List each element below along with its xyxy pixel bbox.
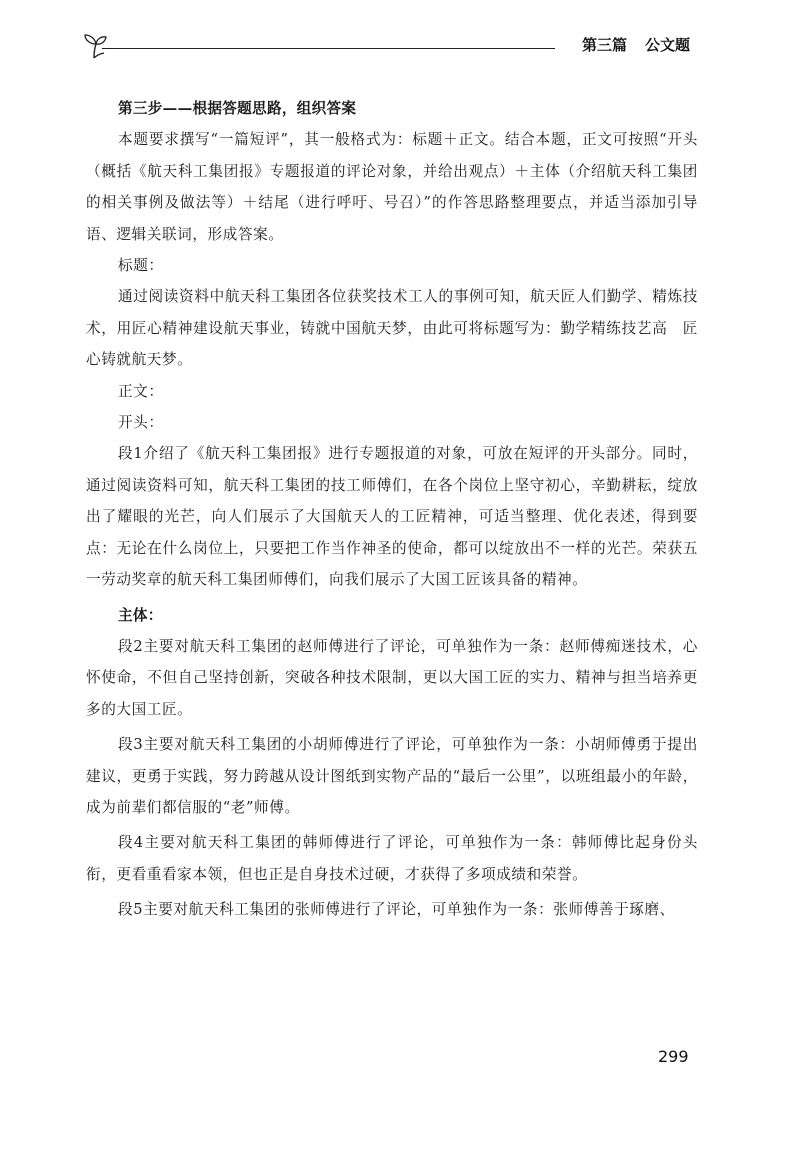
header-title <box>582 34 690 55</box>
label-main: 主体： <box>118 606 163 624</box>
running-header <box>80 30 700 64</box>
label-opening: 开头： <box>118 414 164 432</box>
paragraph-zhao: 段2主要对航天科工集团的赵师傅进行了评论，可单独作为一条：赵师傅痴迷技术，心怀使命，不但自己坚持创新，突破各种技术限制，更以大国工匠的实力、精神与担当培养更多的大国工匠。 <box>86 637 698 718</box>
paragraph-title-analysis: 通过阅读资料中航天科工集团各位获奖技术工人的事例可知，航天匠人们勤学、精炼技术，用匠心精神建设航天事业，铸就中国航天梦，由此可将标题写为：勤学精练技艺高 匠心铸就航天梦。 <box>86 288 698 369</box>
step-heading: 第三步——根据答题思路，组织答案 <box>118 100 357 117</box>
header-rule <box>102 48 555 49</box>
paragraph-hu: 段3主要对航天科工集团的小胡师傅进行了评论，可单独作为一条：小胡师傅勇于提出建议，更勇于实践，努力跨越从设计图纸到实物产品的“最后一公里”，以班组最小的年龄，成为前辈们都信服的“老”师傅。 <box>86 736 698 816</box>
paragraph-format: 本题要求撰写“一篇短评”，其一般格式为：标题＋正文。结合本题，正文可按照“开头（概括《航天科工集团报》专题报道的评论对象，并给出观点）＋主体（介绍航天科工集团的相关事例及做法等）＋结尾（进行呼吁、号召）”的作答思路整理要点，并适当添加引导语、逻辑关联词，形成答案。 <box>86 131 698 243</box>
paragraph-opening: 段1介绍了《航天科工集团报》进行专题报道的对象，可放在短评的开头部分。同时，通过阅读资料可知，航天科工集团的技工师傅们，在各个岗位上坚守初心，辛勤耕耘，绽放出了耀眼的光芒，向人们展示了大国航天人的工匠精神，可适当整理、优化表述，得到要点：无论在什么岗位上，只要把工作当作神圣的使命，都可以绽放出不一样的光芒。荣获五一劳动奖章的航天科工集团师傅们，向我们展示了大国工匠该具备的精神。 <box>86 445 698 589</box>
label-title: 标题： <box>118 257 164 275</box>
header-chapter-title: 公文题 <box>644 36 690 54</box>
page-number: 299 <box>658 1047 689 1066</box>
sprout-icon <box>80 32 112 62</box>
page-body <box>86 93 698 926</box>
paragraph-han: 段4主要对航天科工集团的韩师傅进行了评论，可单独作为一条：韩师傅比起身份头衔，更看重看家本领，但也正是自身技术过硬，才获得了多项成绩和荣誉。 <box>86 834 698 883</box>
label-body: 正文： <box>118 382 164 400</box>
header-section: 第三篇 <box>581 36 627 54</box>
paragraph-zhang: 段5主要对航天科工集团的张师傅进行了评论，可单独作为一条：张师傅善于琢磨、 <box>118 901 675 919</box>
